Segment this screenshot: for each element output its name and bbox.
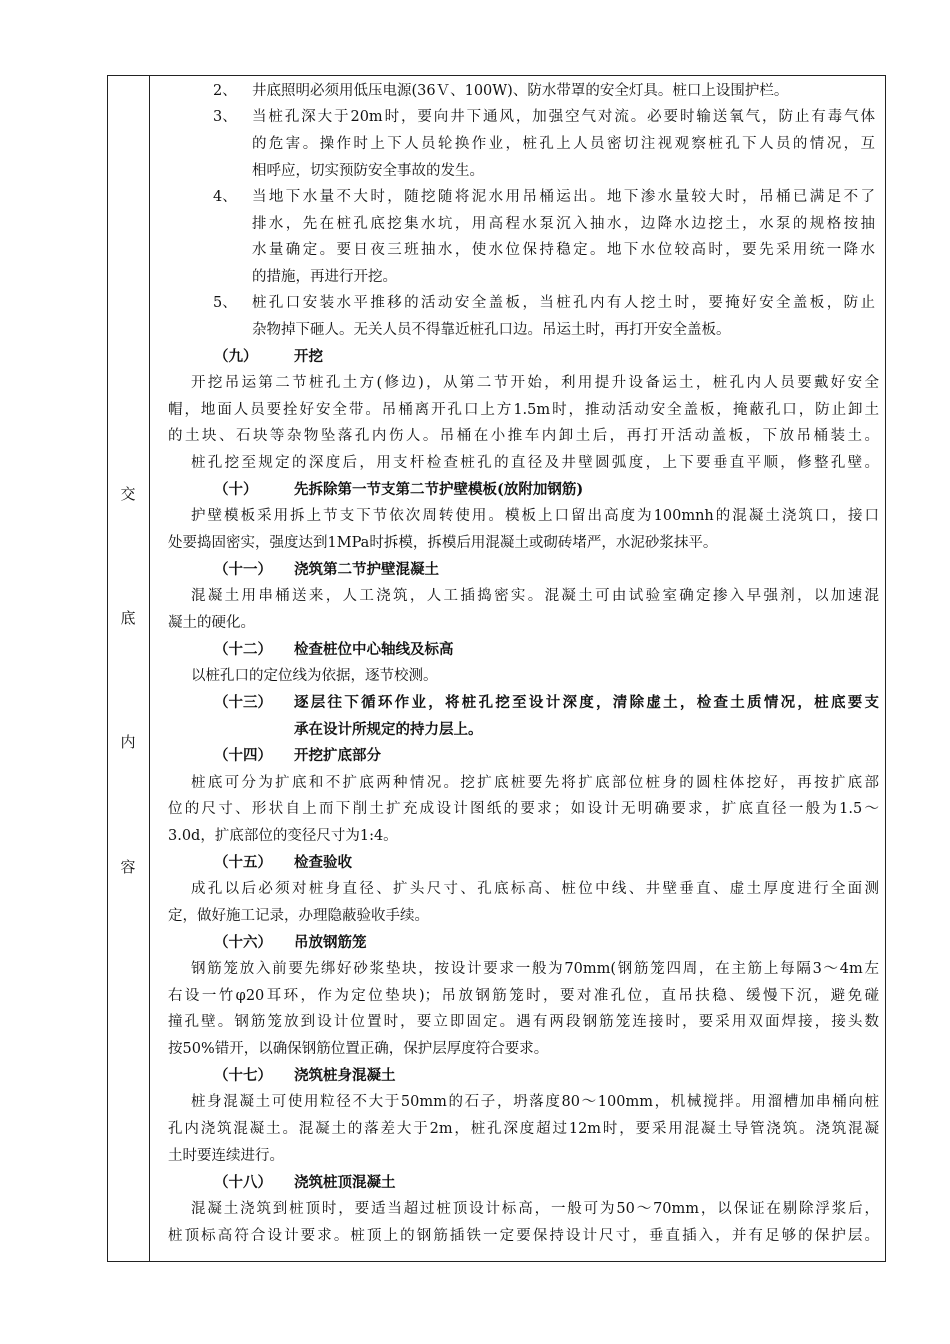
section-heading	[214, 640, 454, 660]
section-number: （十七）	[214, 1067, 272, 1084]
paragraph-line: 桩身混凝土可使用粒径不大于50mm的石子，坍落度80～100mm，机械搅拌。用溜槽加串桶向桩	[191, 1094, 879, 1110]
section-title: 承在设计所规定的持力层上。	[294, 721, 483, 738]
paragraph-line: 撞孔壁。钢筋笼放到设计位置时，要立即固定。遇有两段钢筋笼连接时，要采用双面焊接，接头数	[168, 1014, 879, 1030]
side-label-char: 交	[120, 485, 136, 503]
section-title: 开挖	[294, 348, 323, 365]
section-number: （十八）	[214, 1174, 272, 1191]
section-title: 浇筑桩顶混凝土	[294, 1174, 396, 1191]
item-line: 的措施，再进行开挖。	[252, 269, 397, 285]
side-label-column	[108, 76, 150, 1261]
item-line: 的危害。操作时上下人员轮换作业，桩孔上人员密切注视观察桩孔下人员的情况，互	[252, 136, 875, 152]
section-heading	[214, 347, 323, 367]
section-heading	[214, 1066, 396, 1086]
section-number: （十）	[214, 481, 258, 498]
section-number: （十三）	[214, 694, 272, 711]
section-heading	[214, 746, 381, 766]
paragraph-line: 桩顶标高符合设计要求。桩顶上的钢筋插铁一定要保持设计尺寸，垂直插入，并有足够的保护层。	[168, 1228, 879, 1244]
section-title: 开挖扩底部分	[294, 747, 381, 764]
paragraph-line: 凝土的硬化。	[168, 615, 255, 631]
section-title: 逐层往下循环作业，将桩孔挖至设计深度，清除虚土，检查土质情况，桩底要支	[294, 694, 879, 711]
section-heading	[214, 480, 583, 500]
section-number: （十四）	[214, 747, 272, 764]
section-number: （九）	[214, 348, 258, 365]
paragraph-line: 的土块、石块等杂物坠落孔内伤人。吊桶在小推车内卸土后，再打开活动盖板，下放吊桶装土。	[168, 428, 879, 444]
content-table	[107, 75, 886, 1262]
side-label-char: 内	[120, 733, 136, 751]
item-line: 当地下水量不大时，随挖随将泥水用吊桶运出。地下渗水量较大时，吊桶已满足不了	[252, 189, 875, 205]
paragraph-line: 右设一竹φ20耳环，作为定位垫块)；吊放钢筋笼时，要对准孔位，直吊扶稳、缓慢下沉，避免碰	[168, 988, 879, 1004]
paragraph-line: 以桩孔口的定位线为依据，逐节校测。	[191, 668, 438, 684]
paragraph-line: 成孔以后必须对桩身直径、扩头尺寸、孔底标高、桩位中线、井壁垂直、虚土厚度进行全面测	[191, 881, 879, 897]
section-number: （十五）	[214, 854, 272, 871]
paragraph-line: 混凝土用串桶送来，人工浇筑，人工插捣密实。混凝土可由试验室确定掺入早强剂，以加速混	[191, 588, 879, 604]
item-line: 排水，先在桩孔底挖集水坑，用高程水泵沉入抽水，边降水边挖土，水泵的规格按抽	[252, 216, 875, 232]
section-heading	[214, 853, 352, 873]
paragraph-line: 3.0d，扩底部位的变径尺寸为1:4。	[168, 828, 398, 844]
section-heading	[214, 1173, 396, 1193]
section-number: （十二）	[214, 641, 272, 658]
paragraph-line: 帽，地面人员要拴好安全带。吊桶离开孔口上方1.5m时，推动活动安全盖板，掩蔽孔口，防止卸土	[168, 402, 879, 418]
side-label-char: 底	[120, 609, 136, 627]
paragraph-line: 孔内浇筑混凝土。混凝土的落差大于2m，桩孔深度超过12m时，要采用混凝土导管浇筑。浇筑混凝	[168, 1121, 879, 1137]
paragraph-line: 护壁模板采用拆上节支下节依次周转使用。模板上口留出高度为100mnh的混凝土浇筑口，接口	[191, 508, 879, 524]
item-line: 相呼应，切实预防安全事故的发生。	[252, 163, 484, 179]
item-number: 5、	[213, 295, 237, 311]
paragraph-line: 混凝土浇筑到桩顶时，要适当超过桩顶设计标高，一般可为50～70mm，以保证在剔除浮浆后，	[191, 1201, 879, 1217]
paragraph-line: 桩孔挖至规定的深度后，用支杆检查桩孔的直径及井壁圆弧度，上下要垂直平顺，修整孔壁。	[191, 455, 879, 471]
item-number: 3、	[213, 109, 237, 125]
item-line: 井底照明必须用低压电源(36Ｖ、100W)、防水带罩的安全灯具。桩口上设围护栏。	[252, 83, 789, 99]
item-line: 杂物掉下砸人。无关人员不得靠近桩孔口边。吊运土时，再打开安全盖板。	[252, 322, 731, 338]
section-title: 浇筑第二节护壁混凝土	[294, 561, 439, 578]
section-title: 浇筑桩身混凝土	[294, 1067, 396, 1084]
paragraph-line: 定，做好施工记录，办理隐蔽验收手续。	[168, 908, 429, 924]
section-number: （十一）	[214, 561, 272, 578]
section-heading	[214, 933, 367, 953]
paragraph-line: 土时要连续进行。	[168, 1148, 284, 1164]
item-line: 桩孔口安装水平推移的活动安全盖板，当桩孔内有人挖土时，要掩好安全盖板，防止	[252, 295, 875, 311]
section-title: 检查桩位中心轴线及标高	[294, 641, 454, 658]
paragraph-line: 开挖吊运第二节桩孔土方(修边)，从第二节开始，利用提升设备运土，桩孔内人员要戴好安全	[191, 375, 879, 391]
item-number: 4、	[213, 189, 237, 205]
section-title: 先拆除第一节支第二节护壁模板(放附加钢筋)	[294, 481, 584, 498]
section-title: 检查验收	[294, 854, 352, 871]
paragraph-line: 处要捣固密实，强度达到1MPa时拆模，拆模后用混凝土或砌砖堵严，水泥砂浆抹平。	[168, 535, 718, 551]
section-title: 吊放钢筋笼	[294, 934, 367, 951]
paragraph-line: 桩底可分为扩底和不扩底两种情况。挖扩底桩要先将扩底部位桩身的圆柱体挖好，再按扩底部	[191, 775, 879, 791]
item-line: 水量确定。要日夜三班抽水，使水位保持稳定。地下水位较高时，要先采用统一降水	[252, 242, 875, 258]
paragraph-line: 钢筋笼放入前要先绑好砂浆垫块，按设计要求一般为70mm(钢筋笼四周，在主筋上每隔3～4m左	[191, 961, 879, 977]
side-label-char: 容	[120, 858, 136, 876]
content-body	[150, 76, 885, 1261]
paragraph-line: 按50%错开，以确保钢筋位置正确，保护层厚度符合要求。	[168, 1041, 549, 1057]
paragraph-line: 位的尺寸、形状自上而下削土扩充成设计图纸的要求；如设计无明确要求，扩底直径一般为1.5～	[168, 801, 879, 817]
section-number: （十六）	[214, 934, 272, 951]
section-heading	[214, 560, 439, 580]
item-number: 2、	[213, 83, 237, 99]
item-line: 当桩孔深大于20m时，要向井下通风，加强空气对流。必要时输送氧气，防止有毒气体	[252, 109, 875, 125]
